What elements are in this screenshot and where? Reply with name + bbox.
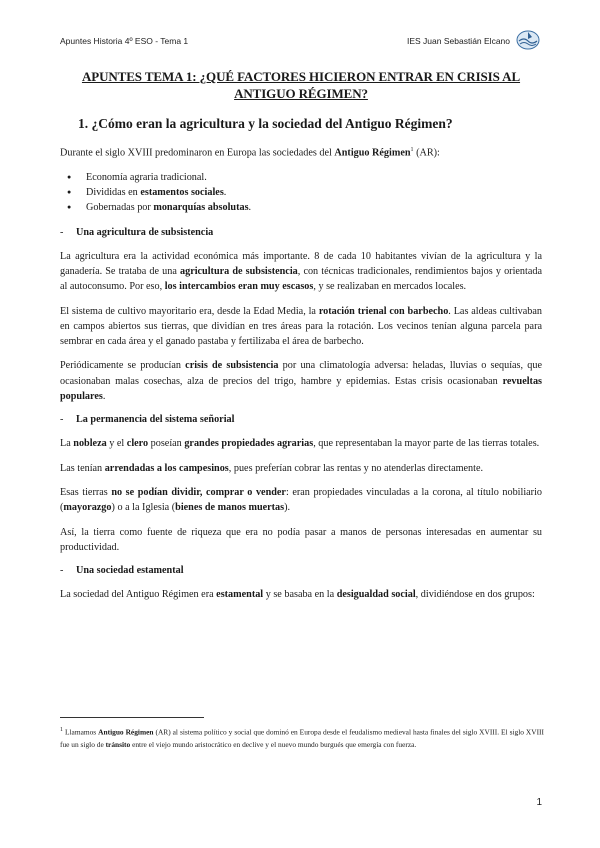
page-number: 1 — [536, 797, 542, 808]
paragraph: El sistema de cultivo mayoritario era, desde la Edad Media, la rotación trienal con barbecho. Las aldeas cultivaban en campos abiertos sus tierras, que dividían en tres áreas para la rotación. Los vecinos tenían alguna parcela para sembrar en cada área y el ganado pastaba y fertilizaba el área de barbecho. — [60, 305, 542, 348]
list-item: ● Divididas en estamentos sociales. — [86, 185, 542, 200]
intro-paragraph: Durante el siglo XVIII predominaron en Europa las sociedades del Antiguo Régimen$^1$ (AR): — [60, 147, 440, 159]
paragraph: Periódicamente se producían crisis de subsistencia por una climatología adversa: heladas, lluvias o sequías, que ocasionaban malas cosechas, alza de precios del trigo, hambre y epidemias. Estas crisis ocasionaban revueltas populares. — [60, 360, 542, 403]
footnote-ref: 1 — [410, 147, 414, 153]
paragraph: La nobleza y el clero poseían grandes propiedades agrarias, que representaban la mayor parte de las tierras totales. — [60, 438, 540, 450]
paragraph: Las tenían arrendadas a los campesinos, pues preferían cobrar las rentas y no atenderlas directamente. — [60, 462, 484, 474]
list-item: ● Gobernadas por monarquías absolutas. — [86, 200, 542, 215]
paragraph: Así, la tierra como fuente de riqueza que era no podía pasar a manos de personas interesadas en aumentar su productividad. — [60, 526, 542, 553]
section-title: 1. ¿Cómo eran la agricultura y la sociedad del Antiguo Régimen? — [78, 116, 453, 131]
paragraph: La sociedad del Antiguo Régimen era estamental y se basaba en la desigualdad social, dividiéndose en dos grupos: — [60, 589, 535, 601]
header-school-name: IES Juan Sebastián Elcano — [406, 36, 510, 46]
paragraph: La agricultura era la actividad económica más importante. 8 de cada 10 habitantes vivían de la agricultura y la ganadería. Se trataba de una agricultura de subsistencia, con técnicas tradicionales, rendimientos bajos y orientada al autoconsumo. Por eso, los intercambios eran muy escasos, y se realizaban en mercados locales. — [60, 250, 542, 293]
document-body — [60, 68, 542, 611]
subheading-seigneurial-system: - La permanencia del sistema señorial — [60, 414, 235, 426]
document-title: APUNTES TEMA 1: ¿QUÉ FACTORES HICIERON ENTRAR EN CRISIS AL ANTIGUO RÉGIMEN? — [81, 69, 521, 101]
footnote: $^1$ Llamamos Antiguo Régimen (AR) al sistema político y social que dominó en Europa desde el feudalismo medieval hasta finales del siglo XVIII. El siglo XVIII fue un siglo de tránsito entre el viejo mundo aristocrático en declive y el nuevo mundo burgués que emergía con fuerza. — [60, 727, 544, 749]
subheading-estate-society: - Una sociedad estamental — [60, 565, 184, 577]
page-header — [60, 30, 540, 54]
paragraph: Esas tierras no se podían dividir, comprar o vender: eran propiedades vinculadas a la corona, al título nobiliario (mayorazgo) o a la Iglesia (bienes de manos muertas). — [60, 486, 542, 514]
header-course-label: Apuntes Historia 4º ESO - Tema 1 — [60, 36, 189, 46]
footnote-divider — [60, 717, 204, 718]
list-item: ● Economía agraria tradicional. — [86, 170, 542, 185]
school-logo-icon — [516, 30, 540, 50]
features-list — [60, 170, 542, 215]
subheading-agriculture: - Una agricultura de subsistencia — [60, 226, 214, 238]
